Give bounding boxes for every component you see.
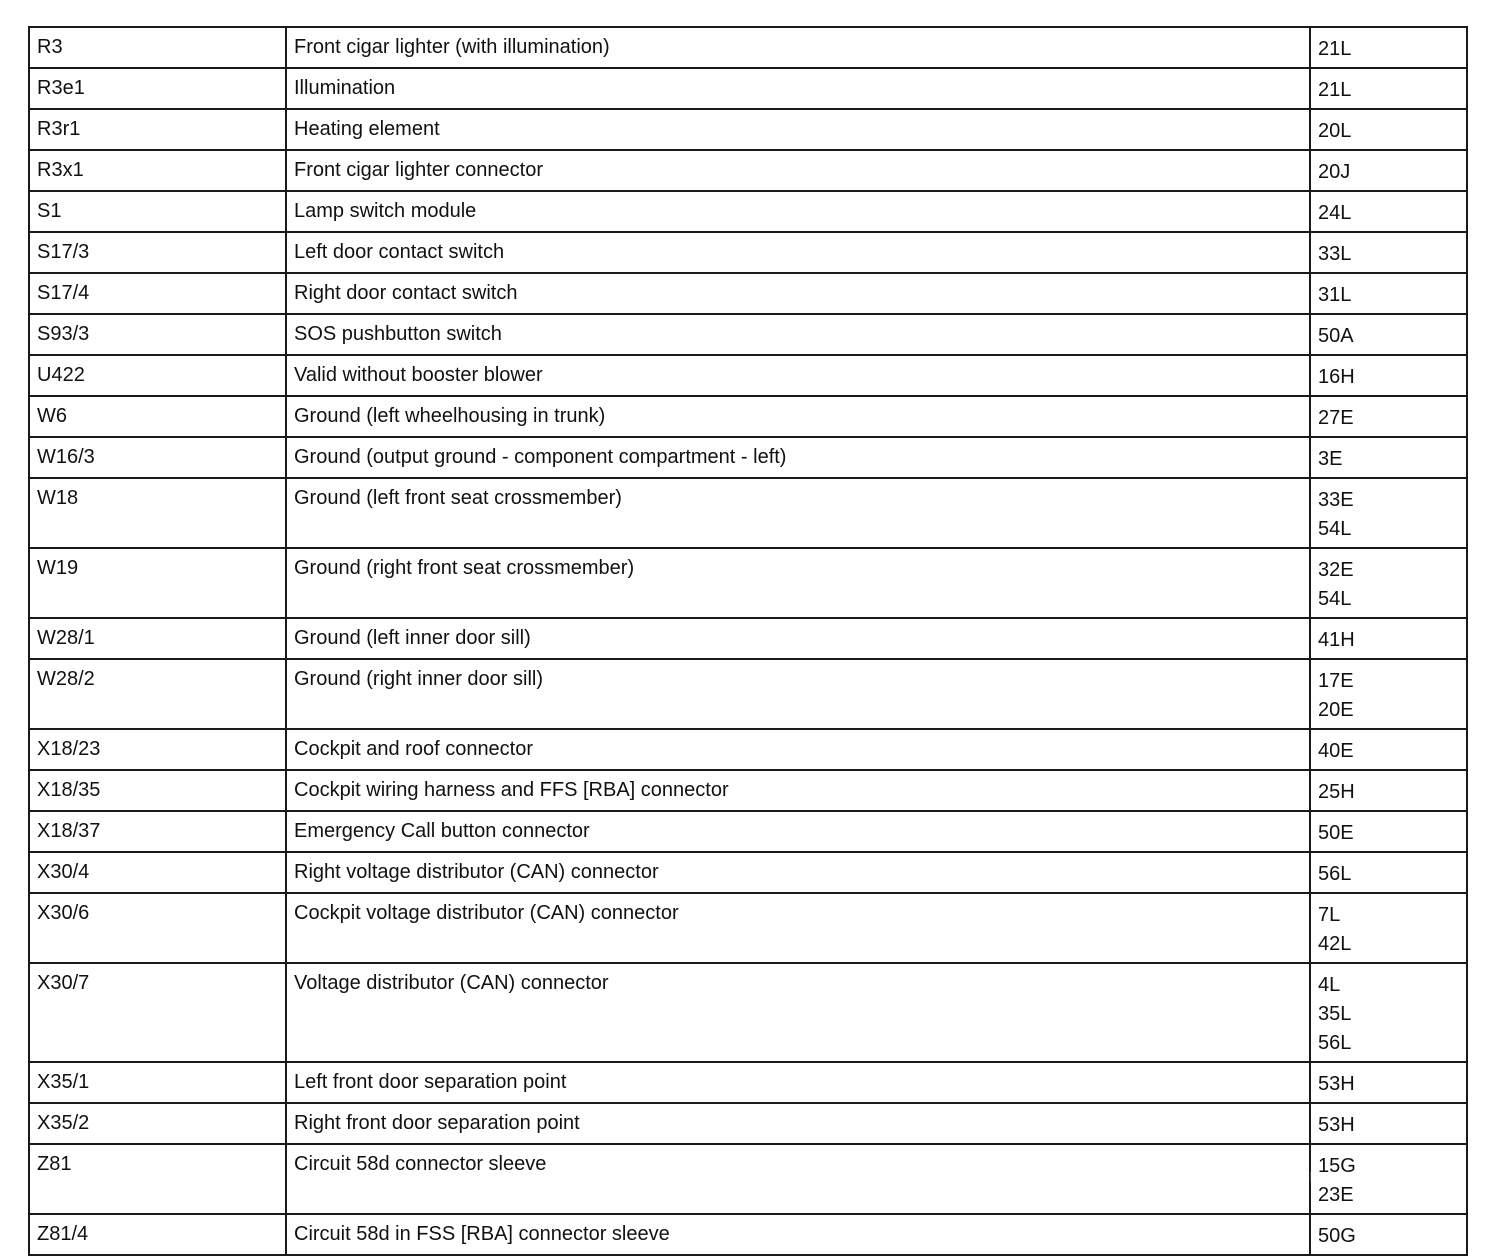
table-row	[29, 232, 1467, 273]
grid-location: 54L	[1318, 588, 1352, 610]
table-row	[29, 314, 1467, 355]
grid-location-cell	[1310, 548, 1467, 618]
grid-location-cell	[1310, 396, 1467, 437]
grid-location: 33L	[1318, 243, 1352, 265]
component-code-cell: S93/3	[29, 314, 286, 355]
table-row	[29, 150, 1467, 191]
grid-location-cell	[1310, 109, 1467, 150]
component-description-cell: Heating element	[286, 109, 1310, 150]
component-code-cell: R3x1	[29, 150, 286, 191]
component-description-cell: Cockpit voltage distributor (CAN) connector	[286, 893, 1310, 963]
grid-location: 41H	[1318, 629, 1355, 651]
grid-location-cell	[1310, 191, 1467, 232]
grid-location: 53H	[1318, 1114, 1355, 1136]
component-description-cell: SOS pushbutton switch	[286, 314, 1310, 355]
table-row	[29, 396, 1467, 437]
component-description-cell: Ground (output ground - component compartment - left)	[286, 437, 1310, 478]
component-code-cell: W6	[29, 396, 286, 437]
table-row	[29, 548, 1467, 618]
component-code-cell: W16/3	[29, 437, 286, 478]
component-description-cell: Ground (left wheelhousing in trunk)	[286, 396, 1310, 437]
component-description-cell: Circuit 58d in FSS [RBA] connector sleeve	[286, 1214, 1310, 1255]
grid-location: 33E	[1318, 489, 1354, 511]
table-row	[29, 1103, 1467, 1144]
component-code-cell: R3	[29, 27, 286, 68]
grid-location: 21L	[1318, 79, 1352, 101]
grid-location: 32E	[1318, 559, 1354, 581]
grid-location: 27E	[1318, 407, 1354, 429]
grid-location: 20E	[1318, 699, 1354, 721]
component-code-cell: R3r1	[29, 109, 286, 150]
grid-location: 25H	[1318, 781, 1355, 803]
component-code-cell: X18/37	[29, 811, 286, 852]
table-row	[29, 27, 1467, 68]
component-description-cell: Emergency Call button connector	[286, 811, 1310, 852]
component-code-cell: S1	[29, 191, 286, 232]
component-description-cell: Ground (right inner door sill)	[286, 659, 1310, 729]
grid-location: 20L	[1318, 120, 1352, 142]
table-row	[29, 811, 1467, 852]
grid-location: 24L	[1318, 202, 1352, 224]
grid-location-cell	[1310, 314, 1467, 355]
component-description-cell: Voltage distributor (CAN) connector	[286, 963, 1310, 1062]
component-description-cell: Left door contact switch	[286, 232, 1310, 273]
grid-location: 40E	[1318, 740, 1354, 762]
component-code-cell: X30/6	[29, 893, 286, 963]
component-code-cell: X18/35	[29, 770, 286, 811]
grid-location: 31L	[1318, 284, 1352, 306]
component-description-cell: Right voltage distributor (CAN) connector	[286, 852, 1310, 893]
component-description-cell: Valid without booster blower	[286, 355, 1310, 396]
grid-location: 16H	[1318, 366, 1355, 388]
grid-location-cell	[1310, 1062, 1467, 1103]
grid-location-cell	[1310, 150, 1467, 191]
component-code-cell: S17/3	[29, 232, 286, 273]
grid-location-cell	[1310, 1103, 1467, 1144]
grid-location: 50A	[1318, 325, 1354, 347]
component-code-cell: Z81/4	[29, 1214, 286, 1255]
table-row	[29, 437, 1467, 478]
table-row	[29, 659, 1467, 729]
component-code-cell: W19	[29, 548, 286, 618]
component-code-cell: W28/2	[29, 659, 286, 729]
grid-location-cell	[1310, 963, 1467, 1062]
component-code-cell: X18/23	[29, 729, 286, 770]
component-description-cell: Cockpit and roof connector	[286, 729, 1310, 770]
grid-location-cell	[1310, 852, 1467, 893]
grid-location: 50G	[1318, 1225, 1356, 1247]
component-description-cell: Lamp switch module	[286, 191, 1310, 232]
component-description-cell: Circuit 58d connector sleeve	[286, 1144, 1310, 1214]
table-row	[29, 963, 1467, 1062]
component-code-cell: W28/1	[29, 618, 286, 659]
grid-location: 15G	[1318, 1155, 1356, 1177]
grid-location: 17E	[1318, 670, 1354, 692]
table-row	[29, 1144, 1467, 1214]
grid-location: 3E	[1318, 448, 1343, 470]
component-code-cell: S17/4	[29, 273, 286, 314]
component-description-cell: Cockpit wiring harness and FFS [RBA] connector	[286, 770, 1310, 811]
grid-location: 20J	[1318, 161, 1351, 183]
grid-location-cell	[1310, 618, 1467, 659]
component-description-cell: Right door contact switch	[286, 273, 1310, 314]
grid-location: 7L	[1318, 904, 1341, 926]
grid-location-cell	[1310, 729, 1467, 770]
component-code-cell: X30/4	[29, 852, 286, 893]
grid-location-cell	[1310, 68, 1467, 109]
component-code-cell: X35/1	[29, 1062, 286, 1103]
grid-location: 21L	[1318, 38, 1352, 60]
table-row	[29, 1062, 1467, 1103]
component-legend-sheet	[28, 26, 1466, 1256]
grid-location-cell	[1310, 27, 1467, 68]
table-row	[29, 478, 1467, 548]
grid-location-cell	[1310, 1214, 1467, 1255]
component-description-cell: Front cigar lighter connector	[286, 150, 1310, 191]
grid-location-cell	[1310, 437, 1467, 478]
grid-location: 56L	[1318, 863, 1352, 885]
component-code-cell: X35/2	[29, 1103, 286, 1144]
table-row	[29, 770, 1467, 811]
table-row	[29, 355, 1467, 396]
grid-location-cell	[1310, 355, 1467, 396]
table-row	[29, 729, 1467, 770]
grid-location: 56L	[1318, 1032, 1352, 1054]
table-row	[29, 1214, 1467, 1255]
table-row	[29, 273, 1467, 314]
grid-location-cell	[1310, 770, 1467, 811]
grid-location: 53H	[1318, 1073, 1355, 1095]
grid-location-cell	[1310, 232, 1467, 273]
grid-location-cell	[1310, 273, 1467, 314]
table-row	[29, 852, 1467, 893]
component-description-cell: Ground (left front seat crossmember)	[286, 478, 1310, 548]
table-row	[29, 893, 1467, 963]
component-description-cell: Illumination	[286, 68, 1310, 109]
table-row	[29, 191, 1467, 232]
component-code-cell: X30/7	[29, 963, 286, 1062]
component-description-cell: Left front door separation point	[286, 1062, 1310, 1103]
component-code-cell: U422	[29, 355, 286, 396]
grid-location-cell	[1310, 659, 1467, 729]
table-row	[29, 68, 1467, 109]
component-legend-table	[28, 26, 1468, 1256]
component-description-cell: Ground (right front seat crossmember)	[286, 548, 1310, 618]
grid-location-cell	[1310, 811, 1467, 852]
grid-location-cell	[1310, 893, 1467, 963]
grid-location: 50E	[1318, 822, 1354, 844]
component-description-cell: Front cigar lighter (with illumination)	[286, 27, 1310, 68]
grid-location-cell	[1310, 478, 1467, 548]
component-description-cell: Right front door separation point	[286, 1103, 1310, 1144]
component-code-cell: W18	[29, 478, 286, 548]
column-divider-tick	[1310, 1172, 1311, 1182]
table-row	[29, 618, 1467, 659]
legend-table-body	[29, 27, 1467, 1255]
grid-location-cell	[1310, 1144, 1467, 1214]
grid-location: 35L	[1318, 1003, 1352, 1025]
table-row	[29, 109, 1467, 150]
grid-location: 54L	[1318, 518, 1352, 540]
grid-location: 4L	[1318, 974, 1341, 996]
component-code-cell: Z81	[29, 1144, 286, 1214]
component-description-cell: Ground (left inner door sill)	[286, 618, 1310, 659]
grid-location: 42L	[1318, 933, 1352, 955]
grid-location: 23E	[1318, 1184, 1354, 1206]
component-code-cell: R3e1	[29, 68, 286, 109]
